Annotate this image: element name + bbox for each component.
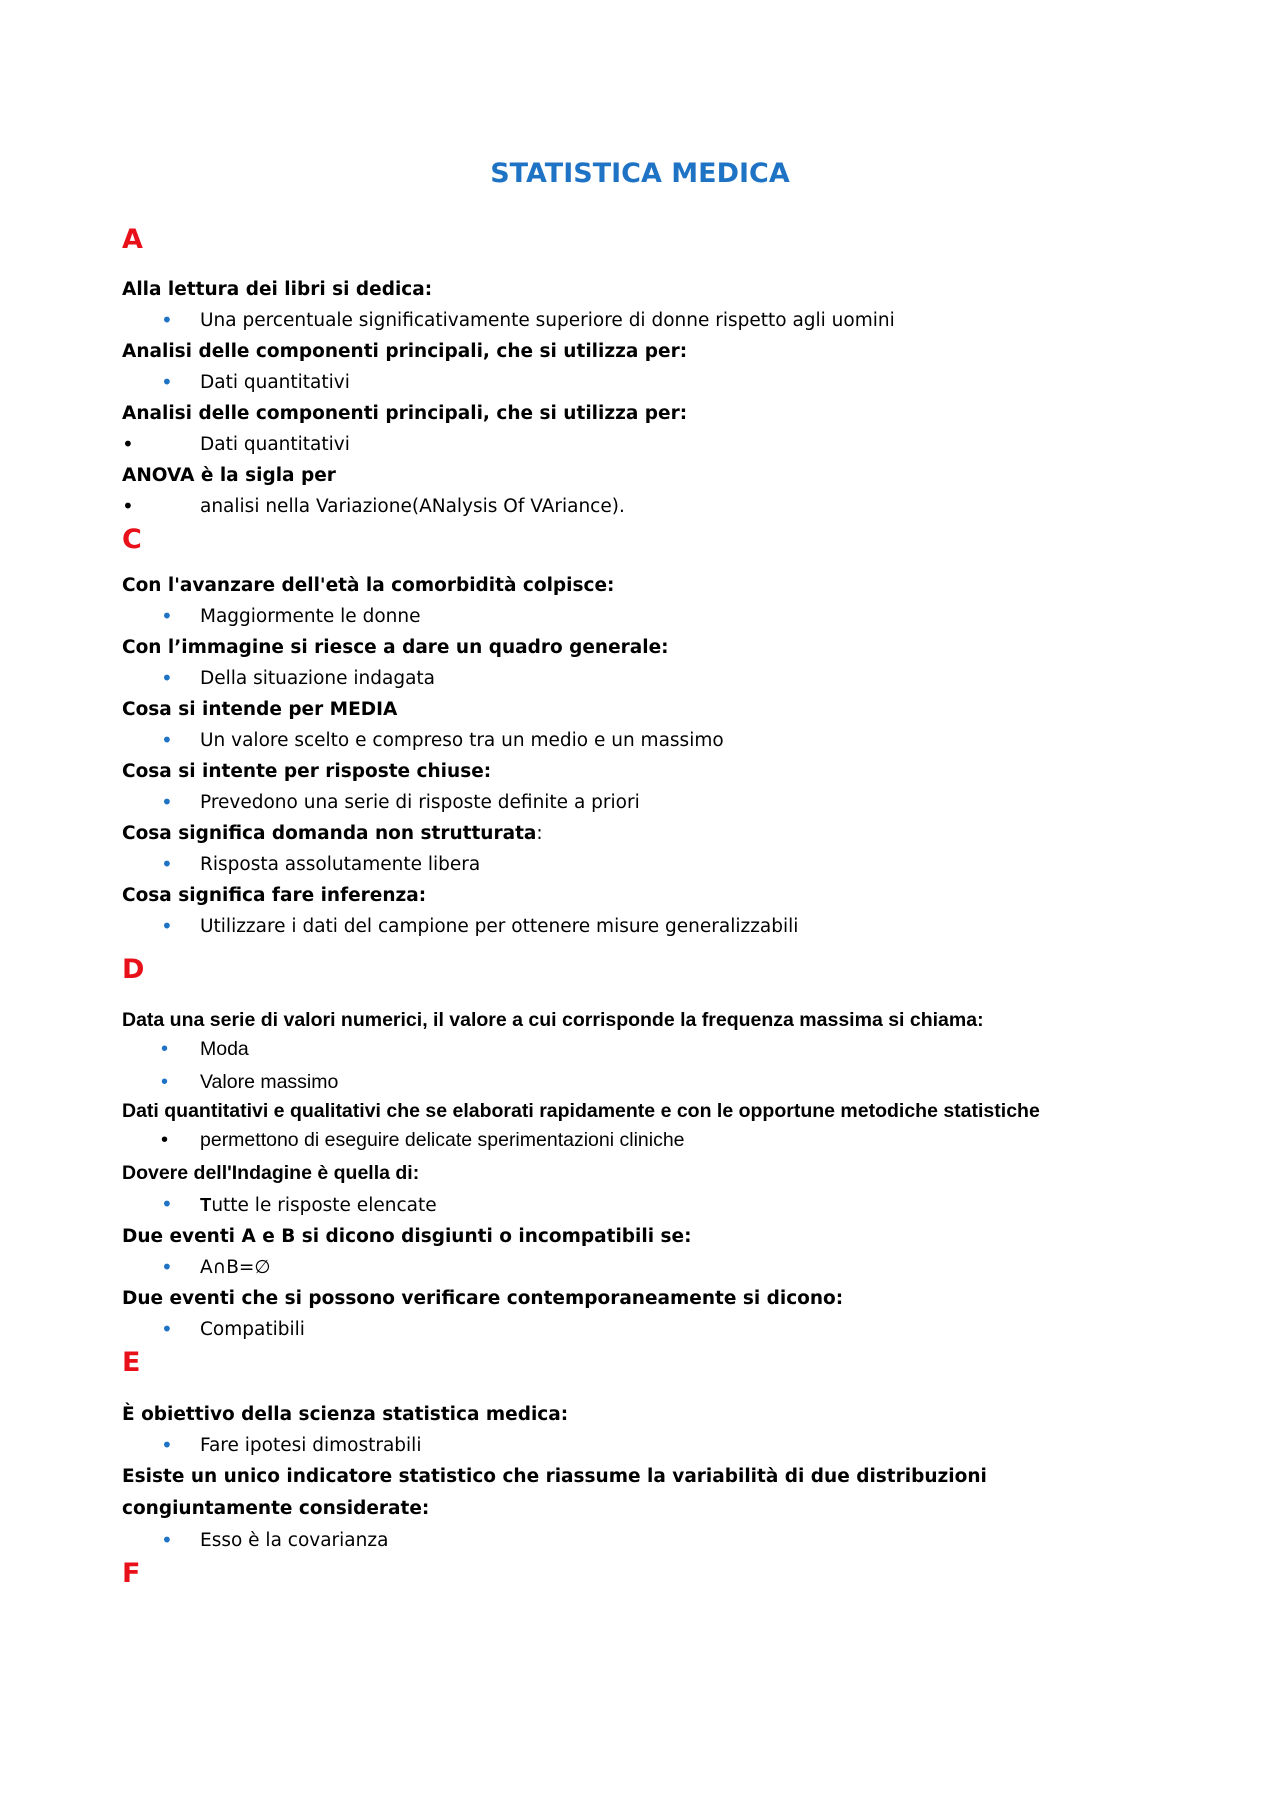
- bullet-icon: •: [161, 1317, 173, 1341]
- question: È obiettivo della scienza statistica medica:: [122, 1404, 569, 1425]
- question: Cosa si intende per MEDIA: [122, 699, 398, 720]
- answer: • Della situazione indagata: [122, 663, 1142, 694]
- answer: • Dati quantitativi: [122, 429, 1142, 460]
- bullet-icon: •: [161, 728, 173, 752]
- question: Dovere dell'Indagine è quella di:: [122, 1162, 420, 1184]
- answer: • Compatibili: [122, 1314, 1142, 1345]
- question: Due eventi che si possono verificare contemporaneamente si dicono:: [122, 1288, 844, 1309]
- section-d: [122, 952, 1142, 1345]
- answer: • Fare ipotesi dimostrabili: [122, 1430, 1142, 1461]
- question: Alla lettura dei libri si dedica:: [122, 279, 433, 300]
- bullet-icon: •: [161, 1129, 169, 1151]
- bullet-icon: •: [161, 1192, 173, 1216]
- question: Analisi delle componenti principali, che si utilizza per:: [122, 341, 688, 362]
- answer: • Valore massimo: [122, 1066, 1142, 1099]
- answer: • Moda: [122, 1033, 1142, 1066]
- question: ANOVA è la sigla per: [122, 465, 336, 486]
- answer: • Utilizzare i dati del campione per ottenere misure generalizzabili: [122, 911, 1142, 942]
- bullet-icon: •: [161, 666, 173, 690]
- section-letter-d: D: [122, 954, 145, 985]
- answer: • Prevedono una serie di risposte definite a priori: [122, 787, 1142, 818]
- section-f: [122, 1556, 1142, 1608]
- answer: • Una percentuale significativamente superiore di donne rispetto agli uomini: [122, 305, 1142, 336]
- question: Due eventi A e B si dicono disgiunti o incompatibili se:: [122, 1226, 692, 1247]
- document-content: [122, 222, 1142, 1608]
- question: Cosa significa domanda non strutturata:: [122, 823, 543, 844]
- question: Con l’immagine si riesce a dare un quadro generale:: [122, 637, 669, 658]
- bullet-icon: •: [161, 852, 173, 876]
- section-letter-c: C: [122, 524, 142, 555]
- bullet-icon: •: [161, 1528, 173, 1552]
- answer: • Tutte le risposte elencate: [122, 1189, 1142, 1221]
- answer: • analisi nella Variazione(ANalysis Of VAriance).: [122, 491, 1142, 522]
- bullet-icon: •: [161, 1255, 173, 1279]
- answer: • Dati quantitativi: [122, 367, 1142, 398]
- bullet-icon: •: [161, 1038, 169, 1060]
- question: Dati quantitativi e qualitativi che se elaborati rapidamente e con le opportune metodiche statistiche: [122, 1100, 1040, 1122]
- question: Cosa si intente per risposte chiuse:: [122, 761, 492, 782]
- question: Analisi delle componenti principali, che si utilizza per:: [122, 403, 688, 424]
- bullet-icon: •: [161, 1433, 173, 1457]
- bullet-icon: •: [161, 604, 173, 628]
- answer: • Un valore scelto e compreso tra un medio e un massimo: [122, 725, 1142, 756]
- answer: • Maggiormente le donne: [122, 601, 1142, 632]
- bullet-icon: •: [161, 914, 173, 938]
- bullet-icon: •: [122, 432, 134, 456]
- answer: • Esso è la covarianza: [122, 1525, 1142, 1556]
- bullet-icon: •: [161, 308, 173, 332]
- page-title: STATISTICA MEDICA: [490, 158, 790, 189]
- question: Data una serie di valori numerici, il valore a cui corrisponde la frequenza massima si chiama:: [122, 1009, 984, 1031]
- section-c: [122, 522, 1142, 942]
- bullet-icon: •: [122, 494, 134, 518]
- section-letter-f: F: [122, 1558, 141, 1589]
- question: Esiste un unico indicatore statistico che riassume la variabilità di due distribuzioni congiuntamente considerate:: [122, 1466, 987, 1519]
- section-letter-e: E: [122, 1347, 141, 1378]
- section-e: [122, 1345, 1142, 1556]
- answer: • A∩B=∅: [122, 1252, 1142, 1283]
- answer: • Risposta assolutamente libera: [122, 849, 1142, 880]
- question: Cosa significa fare inferenza:: [122, 885, 427, 906]
- question: Con l'avanzare dell'età la comorbidità colpisce:: [122, 575, 615, 596]
- answer: • permettono di eseguire delicate sperimentazioni cliniche: [122, 1124, 1142, 1157]
- bullet-icon: •: [161, 1071, 169, 1093]
- bullet-icon: •: [161, 790, 173, 814]
- section-a: [122, 222, 1142, 522]
- section-letter-a: A: [122, 224, 143, 255]
- bullet-icon: •: [161, 370, 173, 394]
